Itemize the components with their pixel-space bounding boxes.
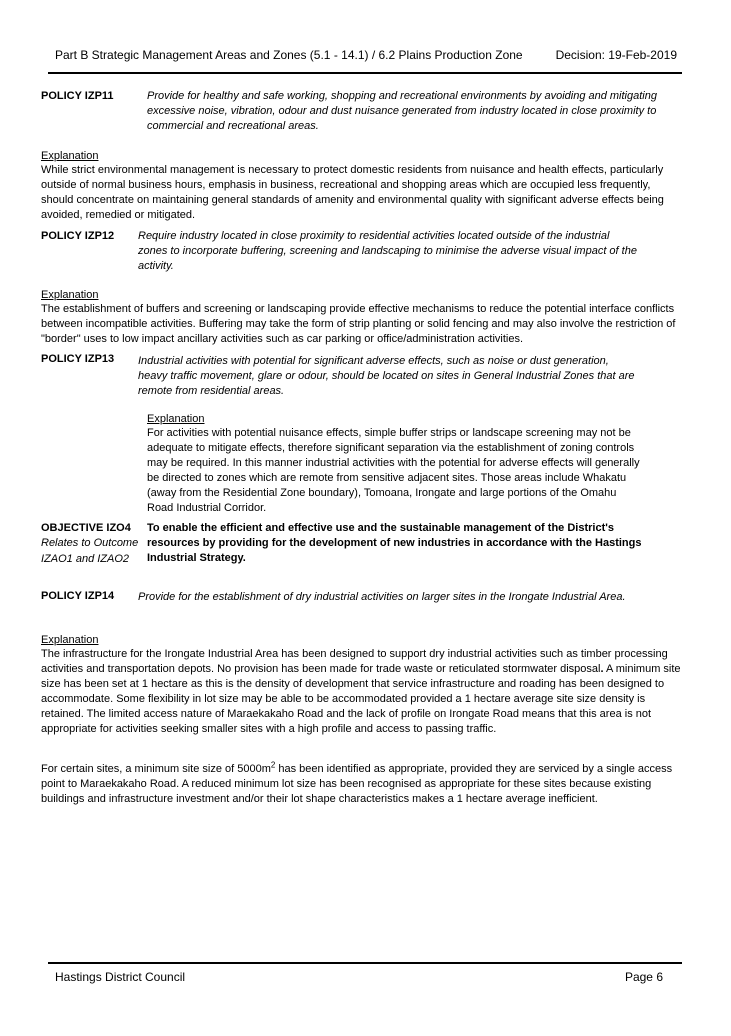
header-decision: Decision: 19-Feb-2019 bbox=[555, 48, 677, 62]
explanation-heading: Explanation bbox=[41, 289, 99, 301]
policy-izp13-explanation: For activities with potential nuisance effects, simple buffer strips or landscape screening may not be adequate to mitigate effects, therefore significant separation via the establishment of zoning controls may be required. In this manner industrial activities with the potential for adverse effects will generally be directed to zones which are remote from sensitive adjacent sites. Those areas include Whakatu (away from the Residential Zone boundary), Tomoana, Irongate and large portions of the Omahu Road Industrial Corridor. bbox=[147, 427, 640, 514]
footer-org: Hastings District Council bbox=[55, 970, 186, 984]
policy-izp13-label: POLICY IZP13 bbox=[41, 353, 115, 365]
para2-part-a: For certain sites, a minimum site size of 5000m bbox=[41, 763, 271, 775]
policy-izp11-label: POLICY IZP11 bbox=[41, 90, 114, 102]
explanation-heading: Explanation bbox=[41, 634, 99, 646]
footer-page-number: Page 6 bbox=[624, 970, 663, 984]
objective-relates: Relates to Outcome IZAO1 and IZAO2 bbox=[41, 537, 139, 565]
policy-izp12-text: Require industry located in close proximity to residential activities located outside of the industrial zones to incorporate buffering, screening and landscaping to minimise the adverse visual impact of the activity. bbox=[138, 230, 637, 272]
policy-izp12-explanation: The establishment of buffers and screening or landscaping provide effective mechanisms to reduce the potential interface conflicts between incompatible activities. Buffering may take the form of strip planting or solid fencing and may also involve the restriction of "border" uses to low impact ancillary activities such as car parking or office/administration activities. bbox=[41, 303, 676, 345]
header-title: Part B Strategic Management Areas and Zones (5.1 - 14.1) / 6.2 Plains Production Zone bbox=[55, 48, 523, 62]
footer-rule bbox=[48, 962, 682, 964]
explanation-heading: Explanation bbox=[41, 150, 99, 162]
objective-izo4-text: To enable the efficient and effective use and the sustainable management of the District's resources by providing for the development of new industries in accordance with the Hastings Industrial Strategy. bbox=[147, 522, 642, 564]
policy-izp11-explanation: While strict environmental management is necessary to protect domestic residents from nuisance and health effects, particularly outside of normal business hours, emphasis in business, recreational and shopping areas which are occupied less frequently, should concentrate on maintaining general standards of amenity and environmental quality with significant adverse effects being avoided, remedied or mitigated. bbox=[41, 164, 664, 221]
para2-part-b: has been identified as appropriate, provided they are serviced by a single access point to Maraekakaho Road. A reduced minimum lot size has been recognised as appropriate for these sites because existing buildings and infrastructure investment and/or their lot shape characteristics makes a 1 hectare average inefficient. bbox=[41, 763, 673, 805]
para2-superscript: 2 bbox=[270, 760, 276, 770]
header-rule bbox=[48, 72, 682, 74]
para1-period: . bbox=[600, 663, 604, 675]
policy-izp13-text: Industrial activities with potential for significant adverse effects, such as noise or dust generation, heavy traffic movement, glare or odour, should be located on sites in General Industrial Zones that are remote from residential areas. bbox=[138, 355, 635, 397]
para1-part-a: The infrastructure for the Irongate Industrial Area has been designed to support dry industrial activities such as timber processing activities and transportation depots. No provision has been made for trade waste or reticulated stormwater disposal bbox=[41, 648, 668, 675]
policy-izp14-text: Provide for the establishment of dry industrial activities on larger sites in the Irongate Industrial Area. bbox=[138, 591, 626, 603]
policy-izp14-explanation-para1 bbox=[41, 647, 683, 737]
explanation-heading: Explanation bbox=[147, 413, 205, 425]
policy-izp11-text: Provide for healthy and safe working, shopping and recreational environments by avoiding and mitigating excessive noise, vibration, odour and dust nuisance generated from industry located in close proximity to commercial and recreational areas. bbox=[147, 90, 657, 132]
policy-izp12-label: POLICY IZP12 bbox=[41, 230, 115, 242]
objective-izo4-label: OBJECTIVE IZO4 bbox=[41, 522, 131, 534]
policy-izp14-label: POLICY IZP14 bbox=[41, 590, 115, 602]
policy-izp14-explanation-para2 bbox=[41, 762, 683, 807]
para1-part-b: A minimum site size has been set at 1 hectare as this is the density of development that service infrastructure and roading has been designed to accommodate. Some flexibility in lot size may be able to be accommodated provided a 1 hectare average site size density is retained. The limited access nature of Maraekakaho Road and the lack of profile on Irongate Road means that this area is not appropriate for activities seeking smaller sites with a high profile and access to passing traffic. bbox=[41, 663, 681, 735]
